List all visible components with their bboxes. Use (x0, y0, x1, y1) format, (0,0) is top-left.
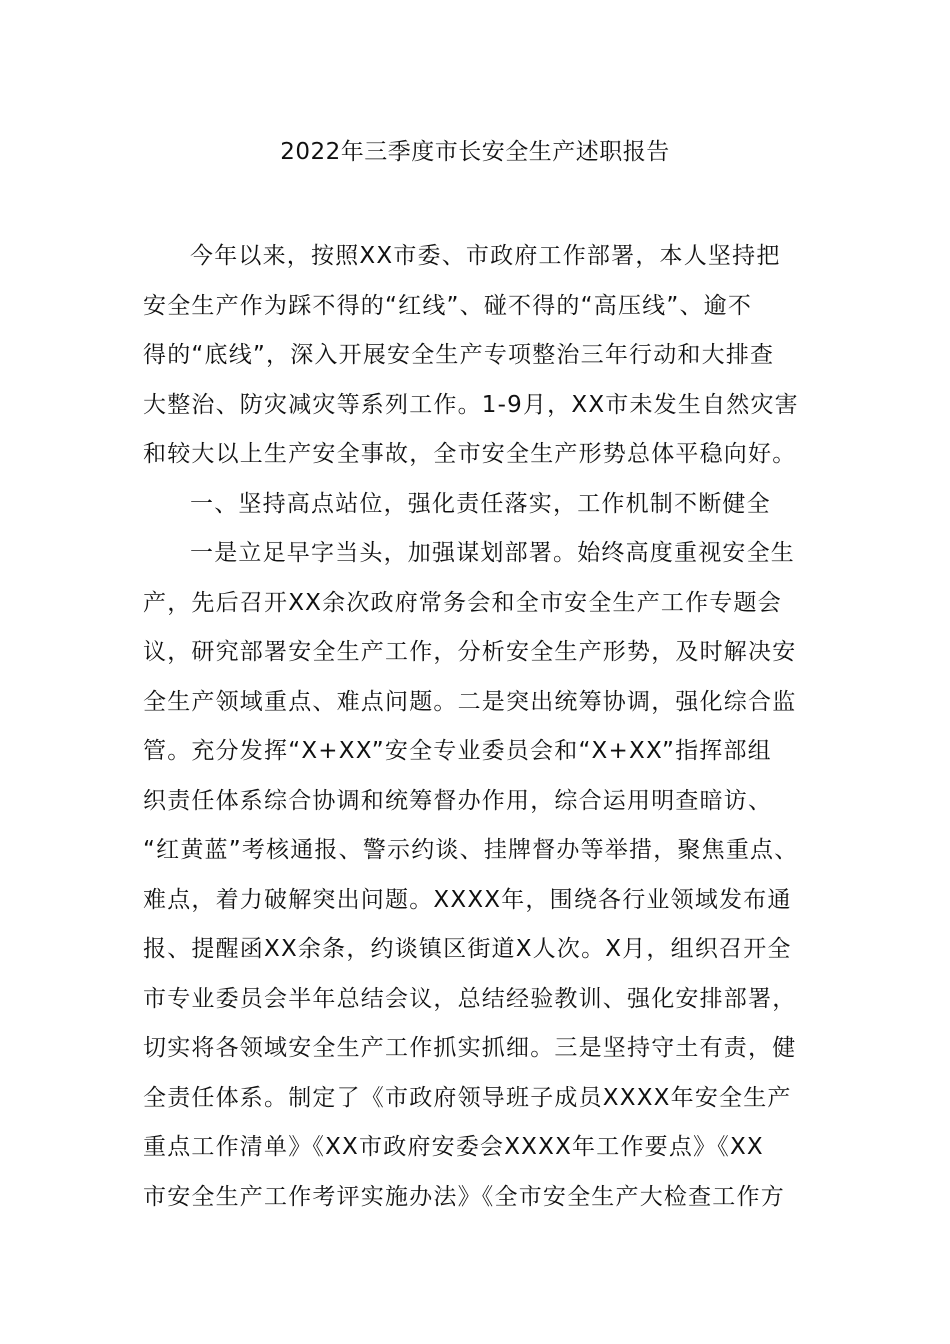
paragraph-line: 难点，着力破解突出问题。XXXX年，围绕各行业领域发布通 (143, 886, 792, 913)
paragraph-line: 报、提醒函XX余条，约谈镇区街道X人次。X月，组织召开全 (143, 936, 792, 962)
paragraph-line: 今年以来，按照XX市委、市政府工作部署，本人坚持把 (190, 243, 781, 269)
paragraph-line: 安全生产作为踩不得的“红线”、碰不得的“高压线”、逾不 (143, 292, 753, 319)
paragraph-line: 议，研究部署安全生产工作，分析安全生产形势，及时解决安 (143, 639, 797, 665)
section-heading: 一、坚持高点站位，强化责任落实，工作机制不断健全 (190, 490, 771, 517)
paragraph-line: 管。充分发挥“X+XX”安全专业委员会和“X+XX”指挥部组 (143, 738, 772, 764)
paragraph-line: 市专业委员会半年总结会议，总结经验教训、强化安排部署， (143, 985, 797, 1012)
document-body (143, 232, 809, 1222)
paragraph-line: 织责任体系综合协调和统筹督办作用，综合运用明查暗访、 (143, 787, 773, 814)
paragraph-line: 一是立足早字当头，加强谋划部署。始终高度重视安全生 (190, 540, 795, 566)
paragraph-line: 大整治、防灾减灾等系列工作。1-9月，XX市未发生自然灾害 (143, 391, 799, 418)
paragraph-line: 全生产领域重点、难点问题。二是突出统筹协调，强化综合监 (143, 688, 797, 715)
paragraph-line: 重点工作清单》《XX市政府安委会XXXX年工作要点》《XX (143, 1134, 764, 1160)
paragraph-line: 切实将各领域安全生产工作抓实抓细。三是坚持守土有责，健 (143, 1035, 797, 1061)
paragraph-line: 全责任体系。制定了《市政府领导班子成员XXXX年安全生产 (143, 1084, 792, 1111)
document-title: 2022年三季度市长安全生产述职报告 (280, 139, 670, 165)
paragraph-line: 市安全生产工作考评实施办法》《全市安全生产大检查工作方 (143, 1183, 785, 1210)
paragraph-line: “红黄蓝”考核通报、警示约谈、挂牌督办等举措，聚焦重点、 (143, 837, 799, 863)
paragraph-line: 得的“底线”，深入开展安全生产专项整治三年行动和大排查 (143, 342, 775, 368)
paragraph-line: 产，先后召开XX余次政府常务会和全市安全生产工作专题会 (143, 589, 782, 616)
paragraph-line: 和较大以上生产安全事故，全市安全生产形势总体平稳向好。 (143, 441, 797, 467)
